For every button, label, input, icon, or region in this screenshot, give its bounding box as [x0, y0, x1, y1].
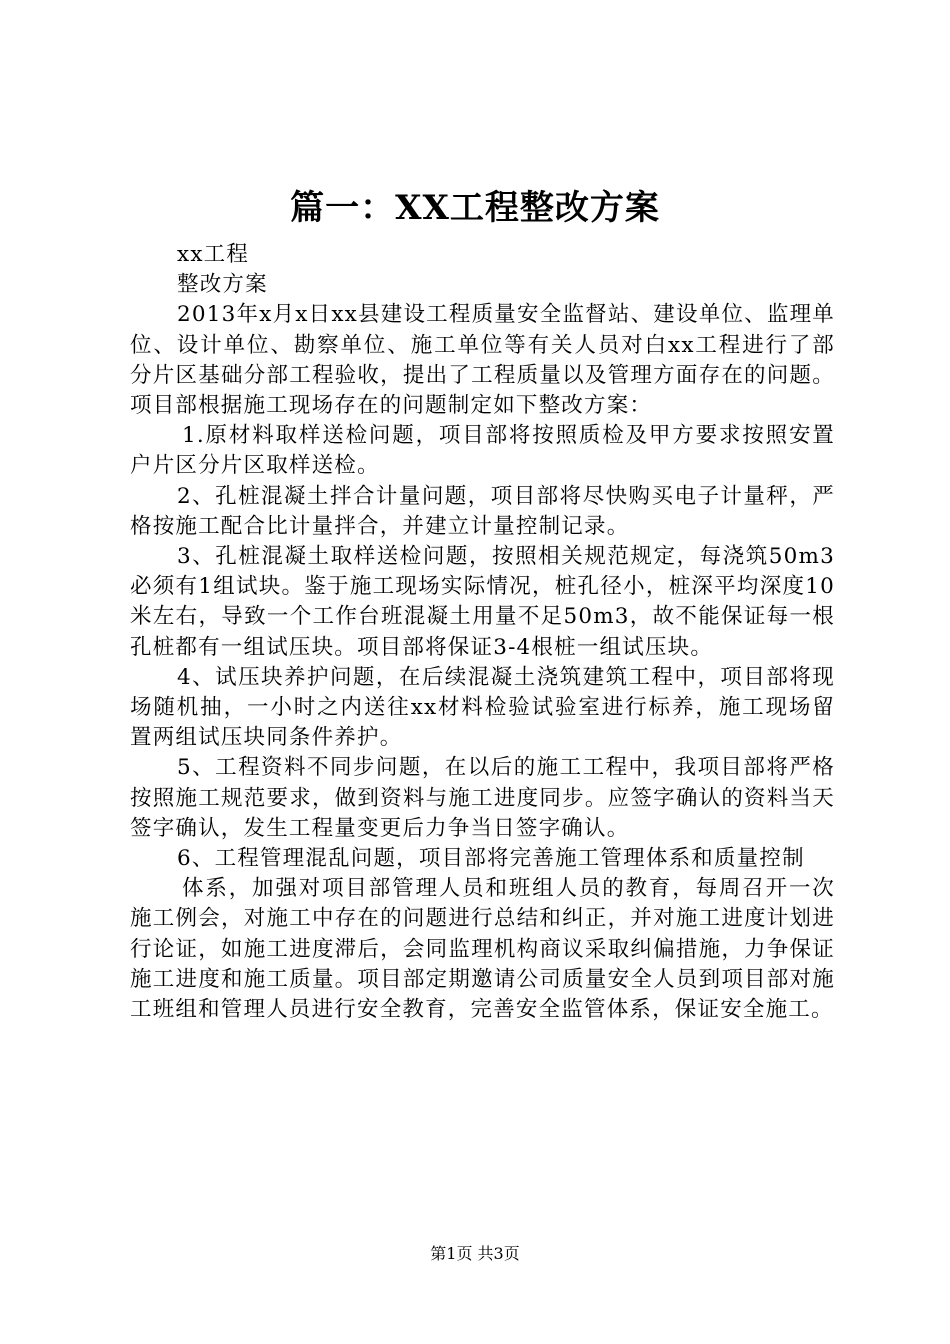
document-body [130, 240, 835, 1025]
paragraph-intro: 2013年x月x日xx县建设工程质量安全监督站、建设单位、监理单位、设计单位、勘察单位、施工单位等有关人员对白xx工程进行了部分片区基础分部工程验收，提出了工程质量以及管理方面存在的问题。项目部根据施工现场存在的问题制定如下整改方案： [130, 302, 835, 419]
paragraph-item-6: 6、工程管理混乱问题，项目部将完善施工管理体系和质量控制 [177, 846, 805, 872]
paragraph-item-3: 3、孔桩混凝土取样送检问题，按照相关规范规定，每浇筑50m3必须有1组试块。鉴于施工现场实际情况，桩孔径小，桩深平均深度10米左右，导致一个工作台班混凝土用量不足50m3，故不能保证每一根孔桩都有一组试压块。项目部将保证3-4根桩一组试压块。 [130, 544, 835, 660]
paragraph-project-name: xx工程 [177, 242, 250, 267]
page-number-footer: 第1页 共3页 [430, 1244, 520, 1263]
paragraph-item-6-continued: 体系，加强对项目部管理人员和班组人员的教育，每周召开一次施工例会，对施工中存在的问题进行总结和纠正，并对施工进度计划进行论证，如施工进度滞后，会同监理机构商议采取纠偏措施，力争保证施工进度和施工质量。项目部定期邀请公司质量安全人员到项目部对施工班组和管理人员进行安全教育，完善安全监管体系，保证安全施工。 [130, 876, 835, 1023]
paragraph-item-1: 1.原材料取样送检问题，项目部将按照质检及甲方要求按照安置户片区分片区取样送检。 [130, 423, 835, 479]
document-title: 篇一：XX工程整改方案 [290, 188, 660, 228]
paragraph-item-4: 4、试压块养护问题，在后续混凝土浇筑建筑工程中，项目部将现场随机抽，一小时之内送往xx材料检验试验室进行标养，施工现场留置两组试压块同条件养护。 [130, 664, 835, 751]
paragraph-item-5: 5、工程资料不同步问题，在以后的施工工程中，我项目部将严格按照施工规范要求，做到资料与施工进度同步。应签字确认的资料当天签字确认，发生工程量变更后力争当日签字确认。 [130, 755, 835, 841]
paragraph-plan-heading: 整改方案 [177, 272, 268, 298]
paragraph-item-2: 2、孔桩混凝土拌合计量问题，项目部将尽快购买电子计量秤，严格按施工配合比计量拌合，并建立计量控制记录。 [130, 483, 835, 539]
